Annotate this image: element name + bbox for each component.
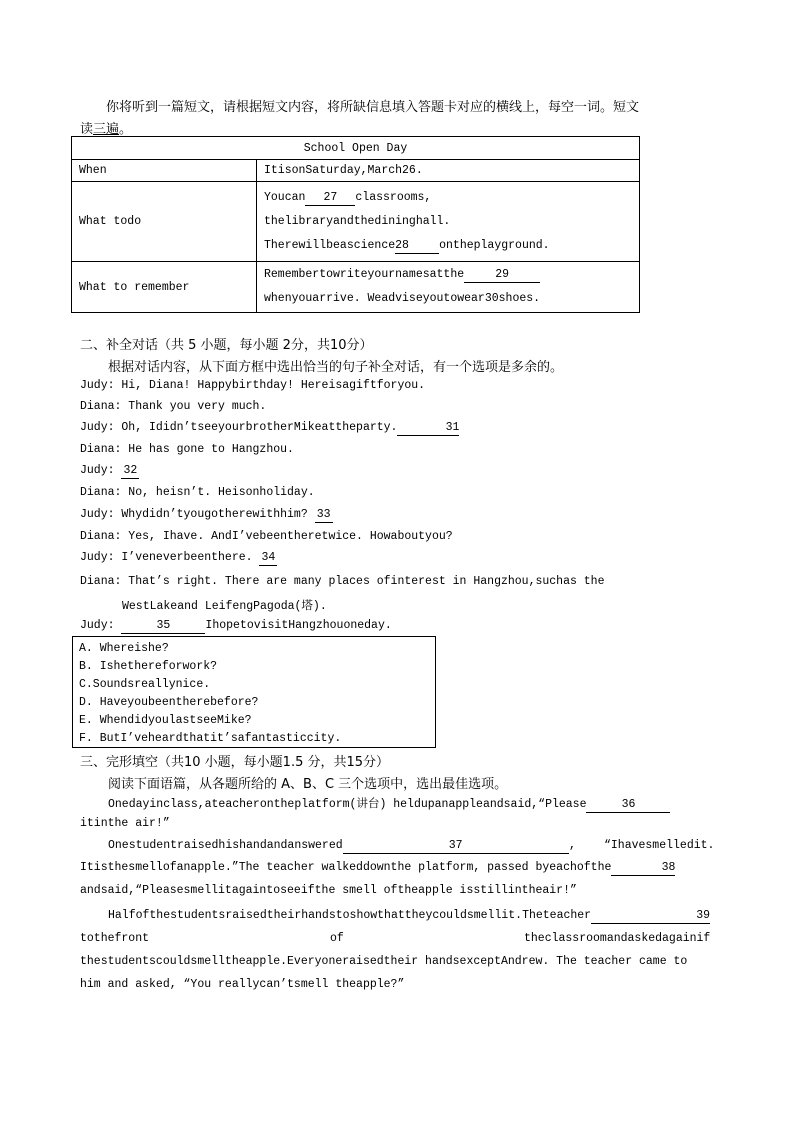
line-text: Halfofthestudentsraisedtheirhandstoshowthattheycouldsmellit.Theteacher (108, 909, 592, 922)
instruction-text: 。 (119, 122, 133, 137)
cell-text: Therewillbeascience (264, 238, 396, 252)
cloze-line: itinthe air!” (80, 817, 170, 830)
cloze-text: “Ihavesmelledit. (604, 839, 715, 852)
cloze-line (108, 795, 670, 813)
option-d: D. Haveyoubeentherebefore? (79, 696, 259, 709)
answer-blank-39[interactable]: 39 (591, 909, 710, 924)
line-text: Judy: Oh, Ididn’tseeyourbrotherMikeattheparty. (80, 421, 398, 434)
cloze-line: him and asked, “You reallycan’tsmell theapple?” (80, 978, 405, 991)
cloze-line (108, 839, 569, 854)
option-f: F. ButI’veheardthatit’safantasticcity. (79, 732, 342, 745)
listening-instruction-line1: 你将听到一篇短文，请根据短文内容，将所缺信息填入答题卡对应的横线上，每空一词。短文 (106, 100, 640, 115)
options-box (72, 636, 436, 748)
dialogue-line: Diana: That’s right. There are many places ofinterest in Hangzhou,suchas the (80, 575, 605, 588)
dialogue-line: Diana: Yes, Ihave. AndI’vebeentheretwice. Howaboutyou? (80, 530, 453, 543)
answer-blank-27[interactable]: 27 (305, 191, 355, 206)
dialogue-line: Diana: He has gone to Hangzhou. (80, 443, 294, 456)
option-b: B. Ishethereforwork? (79, 660, 218, 673)
when-label: When (72, 160, 257, 182)
cloze-line (108, 909, 710, 924)
what-to-remember-value (257, 262, 640, 313)
answer-blank-33[interactable]: 33 (315, 508, 333, 523)
option-a: A. Whereishe? (79, 642, 169, 655)
dialogue-line (80, 464, 139, 479)
cell-text: Remembertowriteyournamesatthe (264, 268, 465, 281)
answer-blank-35[interactable]: 35 (121, 619, 205, 634)
answer-blank-38[interactable]: 38 (611, 861, 675, 876)
dialogue-line: WestLakeand LeifengPagoda(塔). (122, 600, 327, 613)
what-to-do-label: What todo (72, 182, 257, 262)
answer-blank-37[interactable]: 37 (343, 839, 569, 854)
line-text: Itisthesmellofanapple.”The teacher walkeddownthe platform, passed byeachofthe (80, 861, 612, 874)
instruction-text: 读 (80, 122, 94, 137)
what-to-remember-label: What to remember (72, 262, 257, 313)
cell-text: ontheplayground. (439, 238, 550, 252)
line-text: IhopetovisitHangzhouoneday. (205, 619, 392, 632)
cloze-line (80, 861, 675, 876)
line-text: Onestudentraisedhishandandanswered (108, 839, 343, 852)
cloze-text: theclassroomandaskedagainif (524, 932, 711, 945)
instruction-emphasis: 三遍 (93, 122, 120, 137)
cloze-text: tothefront (80, 932, 150, 945)
option-c: C.Soundsreallynice. (79, 678, 211, 691)
line-text: Judy: I’veneverbeenthere. (80, 551, 260, 564)
cloze-section-heading: 三、完形填空（共10 小题，每小题1.5 分，共15分） (80, 755, 390, 770)
cell-text: Youcan (264, 190, 306, 204)
answer-blank-34[interactable]: 34 (259, 551, 277, 566)
cell-text: classrooms, (355, 190, 432, 204)
school-open-day-table (71, 136, 640, 313)
answer-blank-36[interactable]: 36 (586, 798, 670, 813)
answer-blank-31[interactable]: 31 (397, 421, 459, 436)
dialogue-section-heading: 二、补全对话（共 5 小题，每小题 2分，共10分） (80, 338, 373, 353)
dialogue-line: Diana: Thank you very much. (80, 400, 267, 413)
dialogue-line (80, 619, 392, 634)
table-title: School Open Day (72, 137, 640, 160)
line-text: Judy: (80, 619, 122, 632)
line-text: Judy: (80, 464, 122, 477)
cell-line: thelibraryandthedininghall. (264, 214, 451, 228)
option-e: E. WhendidyoulastseeMike? (79, 714, 252, 727)
cloze-line: andsaid,“Pleasesmellitagaintoseeifthe smell oftheapple isstillintheair!” (80, 884, 577, 897)
dialogue-line (80, 551, 277, 566)
cloze-line: thestudentscouldsmelltheapple.Everyoneraisedtheir handsexceptAndrew. The teacher came to (80, 955, 688, 968)
dialogue-line (80, 421, 459, 436)
dialogue-line: Diana: No, heisn’t. Heisonholiday. (80, 486, 315, 499)
dialogue-line (80, 508, 333, 523)
listening-instruction-line2 (80, 118, 132, 137)
answer-blank-28[interactable]: 28 (395, 239, 439, 254)
when-value: ItisonSaturday,March26. (257, 160, 640, 182)
cloze-instruction: 阅读下面语篇，从各题所给的 A、B、C 三个选项中，选出最佳选项。 (108, 777, 508, 792)
what-to-do-value (257, 182, 640, 262)
answer-blank-29[interactable]: 29 (464, 268, 540, 283)
dialogue-instruction: 根据对话内容，从下面方框中选出恰当的句子补全对话，有一个选项是多余的。 (108, 360, 564, 375)
answer-blank-32[interactable]: 32 (121, 464, 139, 479)
line-text: Judy: Whydidn’tyougotherewithhim? (80, 508, 315, 521)
cloze-text: of (330, 932, 344, 945)
line-text: Onedayinclass,ateacherontheplatform(讲台) heldupanappleandsaid,“Please (108, 798, 587, 811)
cell-line: whenyouarrive. Weadviseyoutowear30shoes. (264, 292, 541, 305)
dialogue-line: Judy: Hi, Diana! Happybirthday! Hereisagiftforyou. (80, 379, 426, 392)
cloze-text: , (569, 839, 576, 852)
